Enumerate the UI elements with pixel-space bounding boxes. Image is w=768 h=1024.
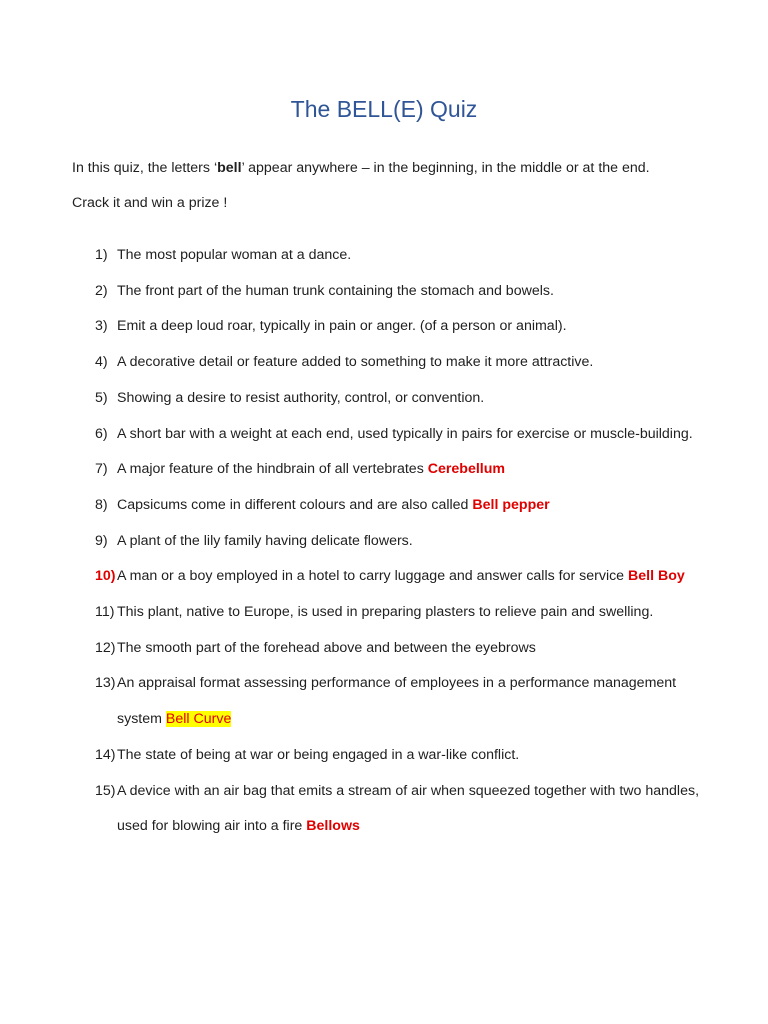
answer-text: Bell Boy: [628, 568, 685, 585]
intro-line-1: [72, 158, 712, 178]
question-text: Showing a desire to resist authority, control, or convention.: [117, 389, 485, 406]
quiz-question-2: [95, 274, 715, 310]
quiz-question-14: [95, 738, 715, 774]
answer-text: Bellows: [306, 818, 360, 835]
question-text: A man or a boy employed in a hotel to carry luggage and answer calls for service: [117, 568, 625, 585]
intro-text-after: ’ appear anywhere – in the beginning, in the middle or at the end.: [241, 160, 650, 176]
question-text: The front part of the human trunk containing the stomach and bowels.: [117, 282, 554, 299]
question-number: 4): [95, 354, 108, 371]
question-number: 1): [95, 247, 108, 263]
quiz-question-list: [95, 238, 715, 845]
quiz-question-6: [95, 417, 715, 453]
answer-text: Cerebellum: [427, 461, 506, 478]
question-number: 5): [95, 389, 108, 406]
question-text: An appraisal format assessing performance of employees in a performance management system: [117, 675, 677, 728]
quiz-question-13: [95, 666, 715, 737]
question-number: 11): [95, 604, 115, 621]
question-number: 2): [95, 282, 108, 299]
question-text: The most popular woman at a dance.: [117, 247, 352, 263]
quiz-question-15: [95, 774, 715, 845]
question-text: A short bar with a weight at each end, used typically in pairs for exercise or muscle-building.: [117, 425, 693, 442]
question-text: A plant of the lily family having delicate flowers.: [117, 532, 413, 549]
quiz-question-12: [95, 631, 715, 667]
question-number: 12): [95, 639, 116, 656]
intro-text-before: In this quiz, the letters ‘: [72, 160, 218, 176]
answer-text: Bell pepper: [472, 496, 550, 513]
quiz-question-1: [95, 238, 715, 274]
question-number: 14): [95, 746, 116, 763]
question-number: 10): [95, 568, 116, 585]
question-number: 13): [95, 675, 116, 692]
quiz-question-8: [95, 488, 715, 524]
quiz-question-4: [95, 345, 715, 381]
question-number: 3): [95, 318, 108, 335]
question-number: 7): [95, 461, 108, 478]
question-text: A decorative detail or feature added to something to make it more attractive.: [117, 354, 594, 371]
intro-bold-word: bell: [217, 160, 242, 176]
question-number: 9): [95, 532, 108, 549]
question-number: 15): [95, 782, 116, 799]
quiz-question-10: [95, 559, 715, 595]
intro-line-2: Crack it and win a prize !: [72, 195, 228, 211]
question-number: 8): [95, 496, 108, 513]
question-text: A device with an air bag that emits a stream of air when squeezed together with two handles, used for blowing air into a fire: [117, 782, 700, 835]
question-text: Capsicums come in different colours and are also called: [117, 496, 469, 513]
quiz-question-11: [95, 595, 715, 631]
quiz-question-7: [95, 452, 715, 488]
quiz-question-3: [95, 309, 715, 345]
question-text: This plant, native to Europe, is used in preparing plasters to relieve pain and swelling.: [117, 604, 654, 621]
question-text: The state of being at war or being engaged in a war-like conflict.: [117, 746, 520, 763]
question-text: A major feature of the hindbrain of all vertebrates: [117, 461, 424, 478]
quiz-question-9: [95, 524, 715, 560]
answer-text-highlighted: Bell Curve: [165, 711, 232, 728]
question-text: The smooth part of the forehead above and between the eyebrows: [117, 639, 536, 656]
quiz-question-5: [95, 381, 715, 417]
page-title: The BELL(E) Quiz: [290, 96, 478, 122]
question-text: Emit a deep loud roar, typically in pain or anger. (of a person or animal).: [117, 318, 567, 335]
question-number: 6): [95, 425, 108, 442]
